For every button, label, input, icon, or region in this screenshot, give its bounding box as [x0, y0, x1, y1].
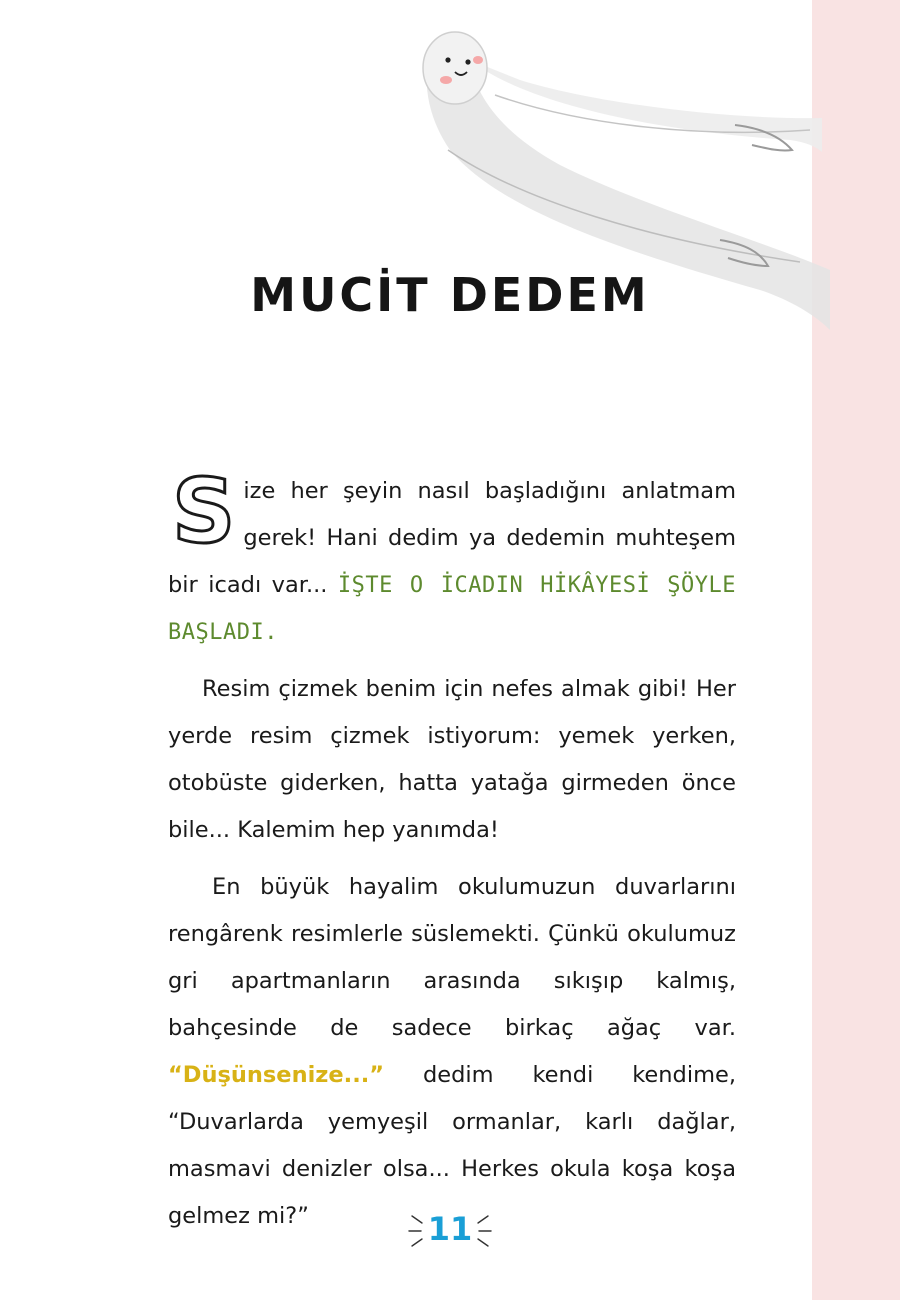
highlight-green: İŞTE O İCADIN HİKÂYESİ ŞÖYLE BAŞLADI.	[168, 573, 736, 645]
paragraph-3	[168, 864, 736, 1240]
ghost-illustration	[0, 0, 900, 400]
story-text	[168, 460, 736, 1240]
paragraph-1-text: ize her şeyin nasıl başladığını anlatmam gerek! Hani dedim ya dedemin muhteşem bir icadı var...	[168, 478, 736, 598]
drop-cap: S	[172, 460, 236, 563]
page-title: MUCİT DEDEM	[250, 268, 650, 322]
paragraph-3-text-before: En büyük hayalim okulumuzun duvarlarını rengârenk resimlerle süslemekti. Çünkü okulumuz gri apartmanların arasında sıkışıp kalmış, bahçesinde de sadece birkaç ağaç var.	[168, 874, 736, 1041]
paragraph-3-text-after: dedim kendi kendime, “Duvarlarda yemyeşil ormanlar, karlı dağlar, masmavi denizler olsa... Herkes okula koşa koşa gelmez mi?”	[168, 1062, 736, 1229]
page-number: 11	[427, 1210, 473, 1248]
page-number-area	[400, 1206, 500, 1256]
paragraph-2	[168, 666, 736, 854]
highlight-yellow: “Düşünsenize...”	[168, 1062, 385, 1088]
paragraph-2-text: Resim çizmek benim için nefes almak gibi! Her yerde resim çizmek istiyorum: yemek yerken, otobüste giderken, hatta yatağa girmeden önce bile... Kalemim hep yanımda!	[168, 676, 736, 843]
paragraph-1	[168, 460, 736, 656]
